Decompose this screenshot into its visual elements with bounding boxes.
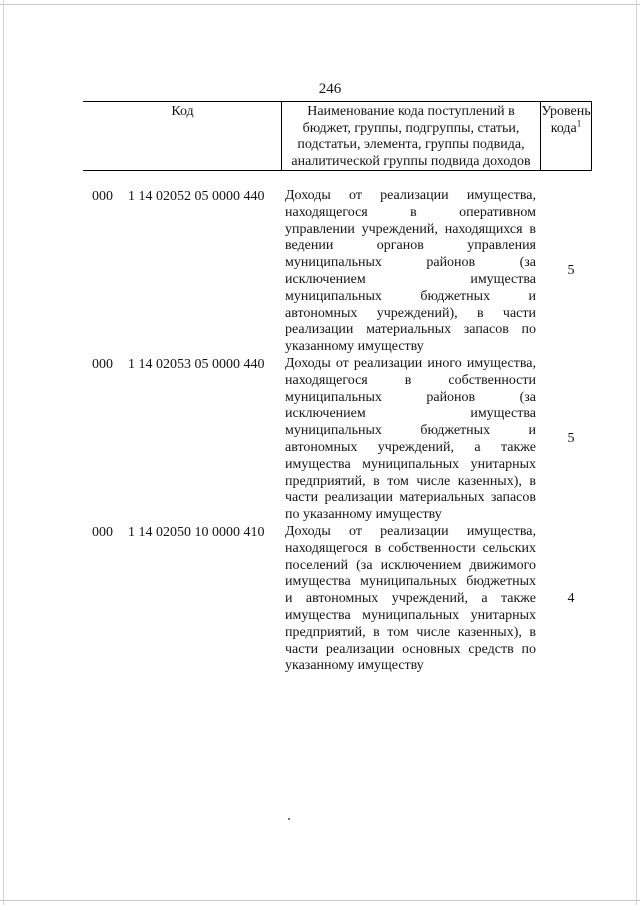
description-line: муниципальных районов (за [285,389,536,405]
entry-description [285,356,536,524]
description-line: автономных учреждений), в части [285,305,536,321]
header-level-footnote: 1 [576,117,582,128]
description-line: указанному имуществу [285,339,424,355]
description-line: находящегося в собственности сельских [285,540,536,556]
header-bottom-border [83,170,592,171]
description-line: части реализации основных средств по [285,641,536,657]
description-line: исключением имущества [285,271,536,287]
header-right-border [591,101,592,171]
scan-speck [288,818,290,820]
description-line: Доходы от реализации имущества, [285,188,536,203]
entry-prefix: 000 [92,357,113,372]
description-line: ведении органов управления [285,238,536,254]
entry-prefix: 000 [92,189,113,204]
description-line: указанному имуществу [285,658,424,674]
description-line: имущества муниципальных бюджетных [285,574,536,590]
description-line: находящегося в собственности [285,372,536,388]
header-level-code: кода [550,120,577,136]
description-line: муниципальных бюджетных и [285,288,536,304]
description-line: муниципальных районов (за [285,255,536,271]
description-line: Доходы от реализации иного имущества, [285,356,536,371]
header-level: Уровень кода$^1$ [541,104,591,136]
description-line: поселений (за исключением движимого [285,557,536,573]
description-line: предприятий, в том числе казенных), в [285,473,536,489]
description-line: автономных учреждений, а также [285,439,536,455]
description-line: по указанному имуществу [285,507,442,523]
scan-edge-right [636,0,637,905]
description-line: находящегося в оперативном [285,204,536,220]
description-line: имущества муниципальных унитарных [285,607,536,623]
scan-edge-bottom [0,900,640,901]
scan-edge-left [3,0,4,905]
entry-description [285,524,536,675]
description-line: реализации материальных запасов по [285,322,536,338]
entry-prefix: 000 [92,525,113,540]
entry-level: 5 [567,263,575,278]
description-line: муниципальных бюджетных и [285,423,536,439]
entry-code: 1 14 02053 05 0000 440 [128,357,265,372]
entry-description [285,188,536,356]
description-line: Доходы от реализации имущества, [285,524,536,539]
entry-level: 4 [567,591,575,606]
entry-code: 1 14 02052 05 0000 440 [128,189,265,204]
header-name: Наименование кода поступлений в бюджет, группы, подгруппы, статьи, подстатьи, элемента, группы подвида, аналитической группы подвида доходов [291,104,531,169]
description-line: исключением имущества [285,406,536,422]
page-number: 246 [318,81,342,97]
description-line: предприятий, в том числе казенных), в [285,624,536,640]
description-line: части реализации материальных запасов [285,490,536,506]
header-top-border [83,101,592,102]
scan-edge-top [0,4,640,5]
header-code: Код [171,104,194,119]
description-line: имущества муниципальных унитарных [285,456,536,472]
entry-code: 1 14 02050 10 0000 410 [128,525,265,540]
description-line: и автономных учреждений, а также [285,591,536,607]
entry-level: 5 [567,431,575,446]
description-line: управлении учреждений, находящихся в [285,221,536,237]
